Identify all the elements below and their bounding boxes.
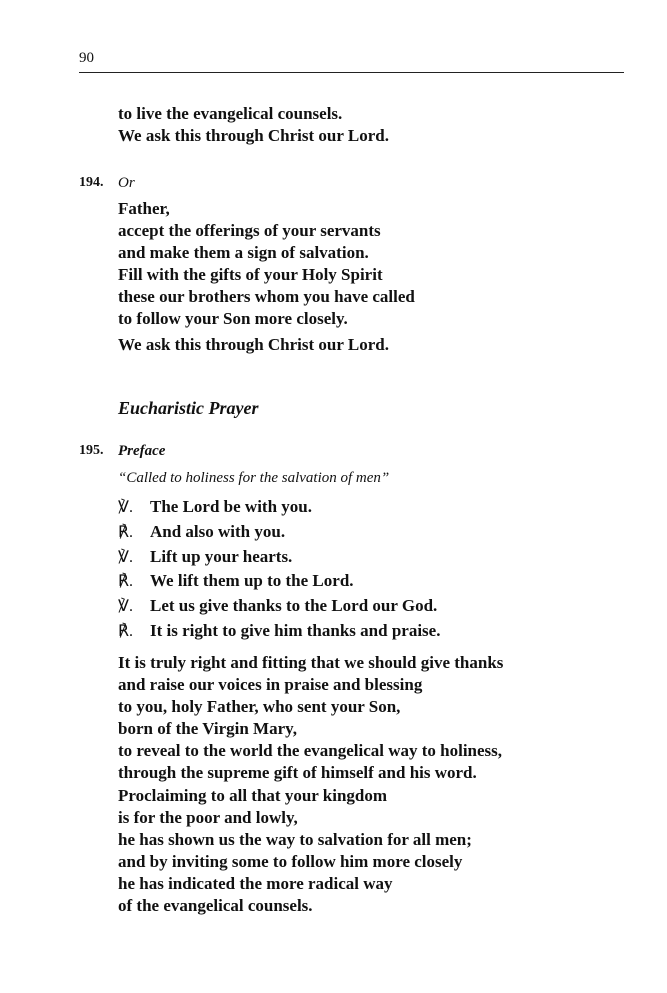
text-line: to you, holy Father, who sent your Son, bbox=[118, 697, 401, 716]
response-symbol: ℟. bbox=[118, 622, 133, 640]
dialogue-row bbox=[118, 547, 440, 572]
preface-label: Preface bbox=[118, 443, 166, 459]
continued-text bbox=[118, 103, 389, 147]
or-label: Or bbox=[118, 175, 135, 191]
preface-paragraph-2 bbox=[118, 785, 472, 917]
dialogue-text: Lift up your hearts. bbox=[150, 546, 293, 566]
dialogue-row bbox=[118, 522, 440, 547]
page-number: 90 bbox=[79, 50, 94, 66]
dialogue-row bbox=[118, 596, 440, 621]
dialogue-text: We lift them up to the Lord. bbox=[150, 571, 354, 591]
response-symbol: ℟. bbox=[118, 523, 133, 541]
text-line: Father, bbox=[118, 199, 170, 218]
text-line: accept the offerings of your servants bbox=[118, 221, 381, 240]
text-line: It is truly right and fitting that we should give thanks bbox=[118, 653, 504, 672]
dialogue-text: The Lord be with you. bbox=[150, 497, 312, 516]
dialogue-text: It is right to give him thanks and praise. bbox=[150, 620, 441, 640]
versicle-symbol: ℣. bbox=[118, 548, 133, 566]
text-line: to live the evangelical counsels. bbox=[118, 104, 343, 123]
section-number-195: 195. bbox=[79, 443, 104, 458]
text-line: to follow your Son more closely. bbox=[118, 309, 348, 328]
versicle-symbol: ℣. bbox=[118, 499, 133, 516]
text-line: We ask this through Christ our Lord. bbox=[118, 126, 389, 145]
dialogue-row bbox=[118, 571, 440, 596]
text-line: is for the poor and lowly, bbox=[118, 808, 298, 827]
text-line: and make them a sign of salvation. bbox=[118, 243, 369, 262]
prayer-194 bbox=[118, 198, 415, 356]
section-title: Eucharistic Prayer bbox=[118, 398, 259, 418]
text-line: of the evangelical counsels. bbox=[118, 896, 313, 915]
text-line: born of the Virgin Mary, bbox=[118, 719, 297, 738]
dialogue-text: And also with you. bbox=[150, 521, 286, 541]
section-number-194: 194. bbox=[79, 175, 104, 190]
dialogue-row bbox=[118, 621, 440, 646]
text-line: Fill with the gifts of your Holy Spirit bbox=[118, 265, 383, 284]
text-line: Proclaiming to all that your kingdom bbox=[118, 786, 388, 805]
text-line: and raise our voices in praise and blessing bbox=[118, 675, 423, 694]
preface-subtitle: “Called to holiness for the salvation of men” bbox=[118, 470, 390, 486]
text-line: We ask this through Christ our Lord. bbox=[118, 335, 389, 354]
response-symbol: ℟. bbox=[118, 573, 133, 591]
dialogue-text: Let us give thanks to the Lord our God. bbox=[150, 596, 438, 616]
text-line: to reveal to the world the evangelical way to holiness, bbox=[118, 741, 503, 760]
text-line: he has indicated the more radical way bbox=[118, 874, 393, 893]
dialogue-row bbox=[118, 497, 440, 522]
text-line: and by inviting some to follow him more closely bbox=[118, 852, 463, 871]
header-rule bbox=[79, 72, 624, 73]
versicle-symbol: ℣. bbox=[118, 598, 133, 616]
preface-paragraph-1 bbox=[118, 652, 503, 784]
preface-dialogue bbox=[118, 497, 440, 646]
text-line: he has shown us the way to salvation for all men; bbox=[118, 830, 472, 849]
text-line: through the supreme gift of himself and his word. bbox=[118, 763, 477, 782]
text-line: these our brothers whom you have called bbox=[118, 287, 415, 306]
